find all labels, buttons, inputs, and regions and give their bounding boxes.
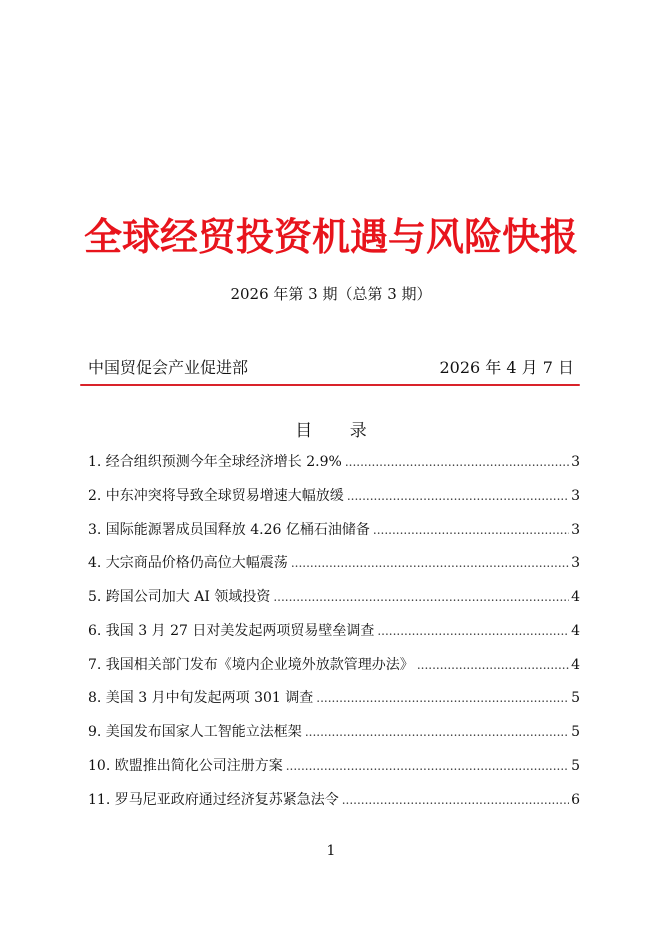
toc-entry-page: 5 — [571, 724, 580, 740]
publish-date: 2026 年 4 月 7 日 — [439, 358, 574, 377]
toc-entry-1[interactable] — [88, 451, 580, 475]
toc-entry-label: 4. 大宗商品价格仍高位大幅震荡 — [88, 555, 288, 572]
toc-entry-10[interactable] — [88, 755, 580, 779]
toc-entry-3[interactable] — [88, 519, 580, 543]
toc-entry-page: 5 — [571, 690, 580, 707]
issue-number: 2026 年第 3 期（总第 3 期） — [230, 285, 432, 303]
toc-entry-4[interactable] — [88, 552, 580, 576]
toc-entry-label: 3. 国际能源署成员国释放 4.26 亿桶石油储备 — [88, 521, 370, 538]
toc-entry-8[interactable] — [88, 687, 580, 711]
toc-entry-6[interactable] — [88, 620, 580, 644]
toc-entry-label: 1. 经合组织预测今年全球经济增长 2.9% — [88, 454, 342, 470]
toc-entry-5[interactable] — [88, 586, 580, 610]
toc-entry-page: 3 — [571, 454, 580, 470]
toc-entry-label: 7. 我国相关部门发布《境内企业境外放款管理办法》 — [88, 656, 414, 673]
publisher-organization: 中国贸促会产业促进部 — [88, 358, 249, 377]
toc-leader-dots — [305, 721, 569, 745]
toc-entry-page: 3 — [571, 521, 580, 538]
toc-leader-dots — [342, 789, 569, 813]
table-of-contents — [88, 451, 580, 822]
page-number: 1 — [326, 843, 336, 859]
toc-entry-label: 6. 我国 3 月 27 日对美发起两项贸易壁垒调查 — [88, 622, 375, 639]
report-title: 全球经贸投资机遇与风险快报 — [83, 214, 578, 259]
toc-heading: 目 录 — [295, 421, 383, 441]
toc-entry-label: 11. 罗马尼亚政府通过经济复苏紧急法令 — [88, 791, 339, 808]
toc-leader-dots — [345, 451, 569, 475]
toc-entry-label: 2. 中东冲突将导致全球贸易增速大幅放缓 — [88, 487, 344, 504]
header-divider — [80, 384, 580, 386]
toc-leader-dots — [316, 687, 569, 711]
toc-entry-page: 4 — [571, 656, 580, 673]
toc-leader-dots — [273, 586, 569, 610]
toc-leader-dots — [347, 485, 569, 509]
toc-entry-page: 3 — [571, 555, 580, 572]
toc-leader-dots — [286, 755, 569, 779]
toc-leader-dots — [373, 519, 569, 543]
toc-leader-dots — [417, 654, 569, 678]
toc-entry-11[interactable] — [88, 789, 580, 813]
toc-entry-label: 5. 跨国公司加大 AI 领域投资 — [88, 589, 271, 605]
toc-entry-2[interactable] — [88, 485, 580, 509]
toc-entry-9[interactable] — [88, 721, 580, 745]
toc-entry-label: 10. 欧盟推出简化公司注册方案 — [88, 757, 283, 774]
toc-entry-page: 3 — [571, 487, 580, 504]
toc-entry-label: 8. 美国 3 月中旬发起两项 301 调查 — [88, 690, 314, 707]
toc-entry-page: 6 — [571, 791, 580, 808]
toc-entry-page: 4 — [571, 589, 580, 605]
toc-entry-7[interactable] — [88, 654, 580, 678]
toc-entry-page: 5 — [571, 757, 580, 774]
toc-leader-dots — [377, 620, 569, 644]
toc-leader-dots — [291, 552, 569, 576]
toc-entry-label: 9. 美国发布国家人工智能立法框架 — [88, 724, 302, 740]
toc-entry-page: 4 — [571, 622, 580, 639]
